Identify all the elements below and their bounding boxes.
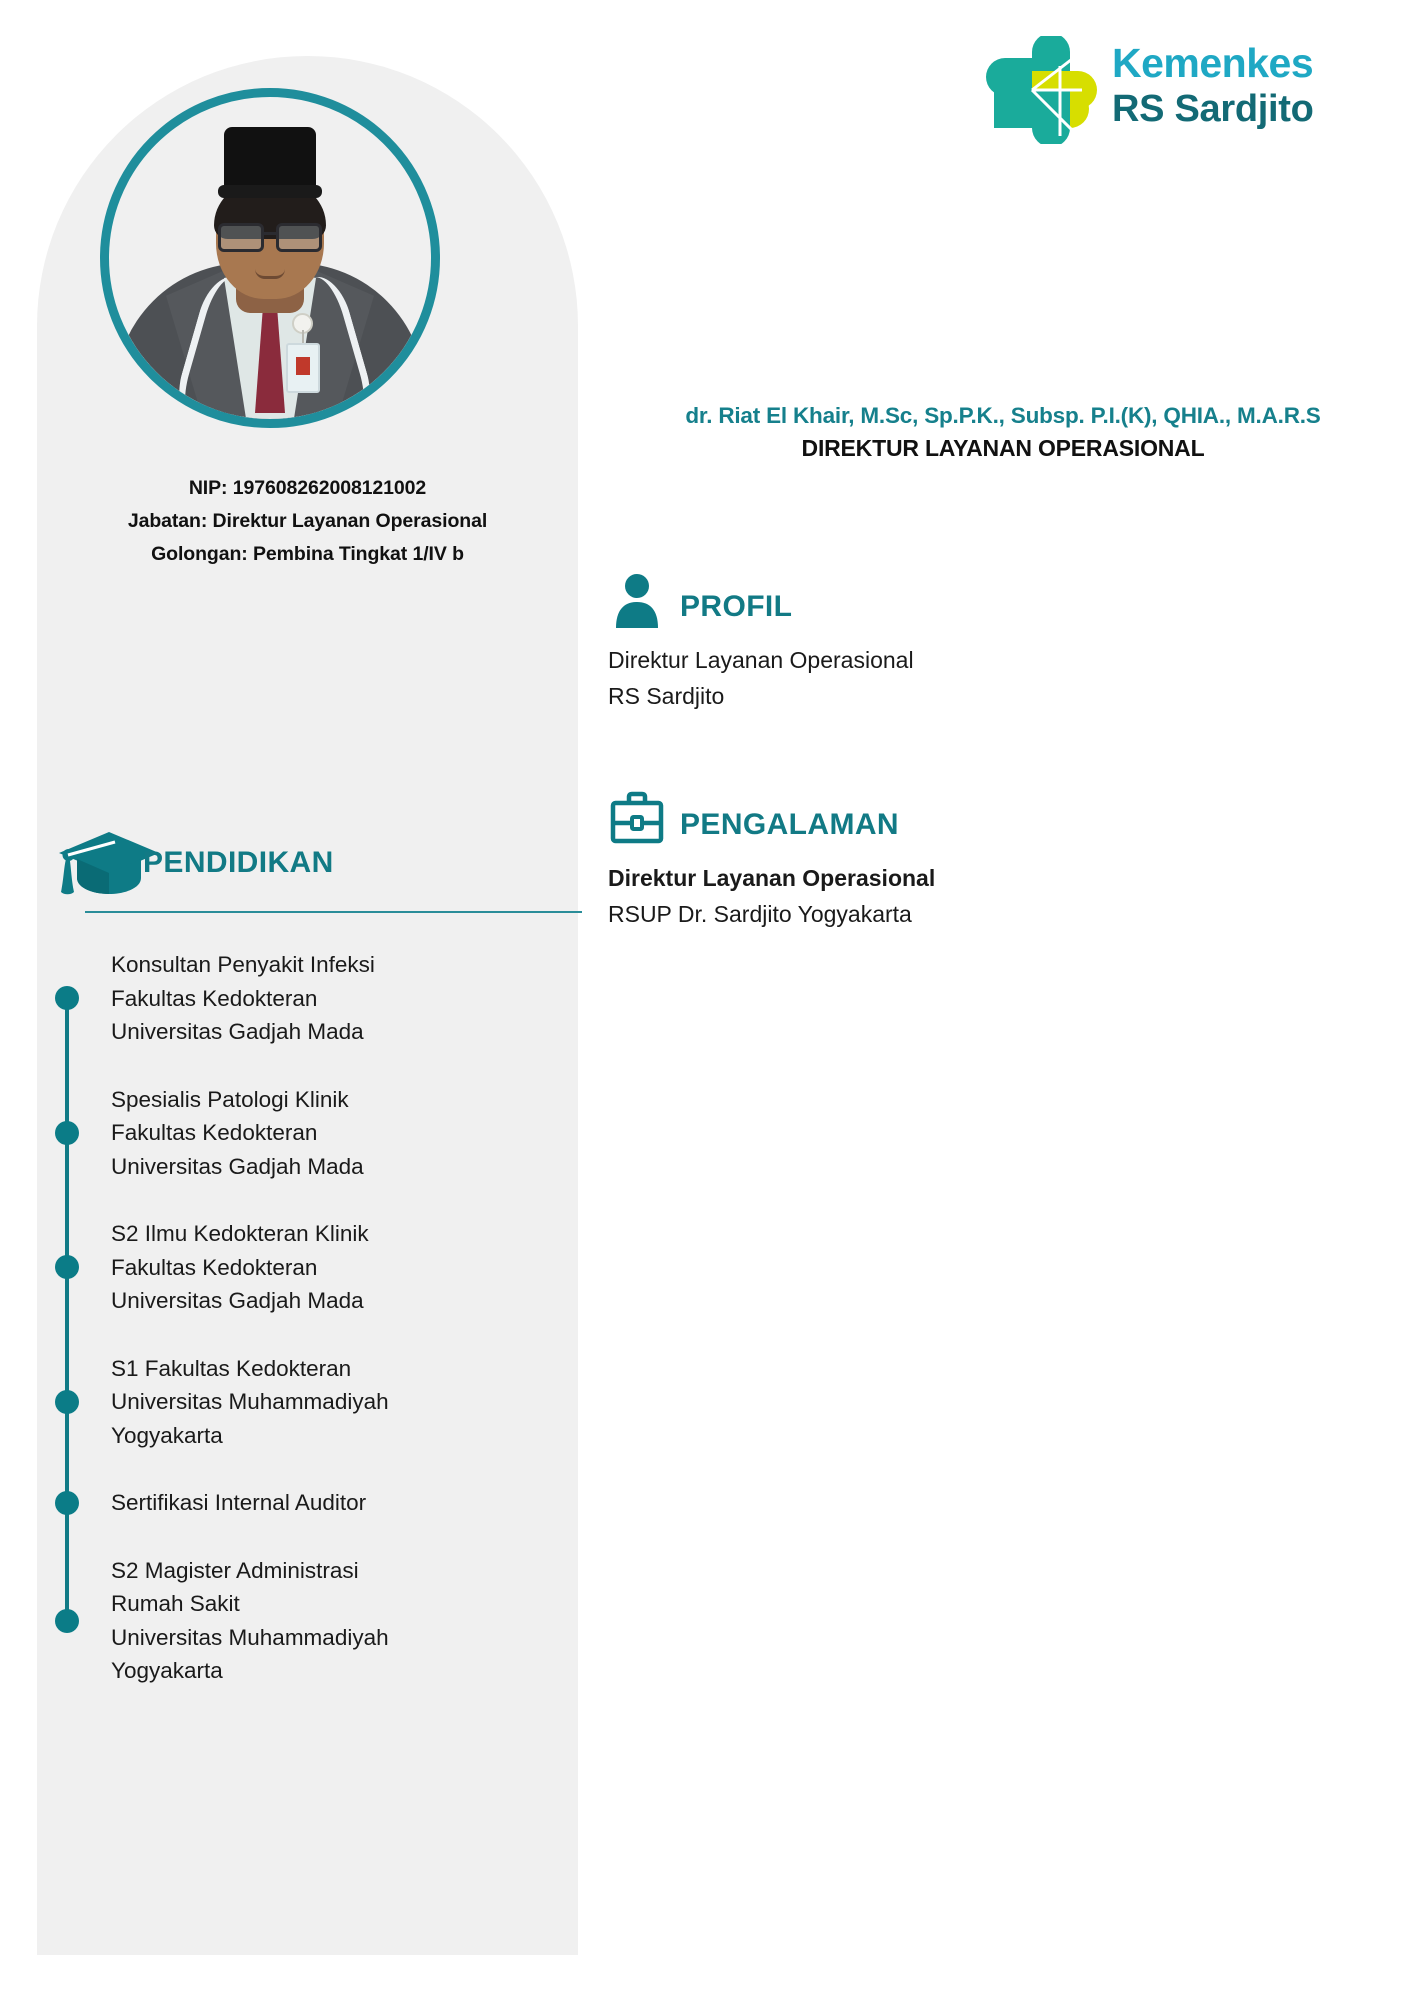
timeline-dot — [55, 1609, 79, 1633]
profil-title: PROFIL — [680, 590, 793, 623]
pengalaman-role: Direktur Layanan Operasional — [608, 865, 936, 891]
timeline-item-text — [111, 1352, 555, 1453]
pendidikan-title: PENDIDIKAN — [143, 846, 334, 879]
timeline-item-line: Sertifikasi Internal Auditor — [111, 1490, 367, 1515]
timeline-item-line: Yogyakarta — [111, 1422, 223, 1448]
timeline-item-line: Fakultas Kedokteran — [111, 985, 318, 1011]
timeline-item-line: Rumah Sakit — [111, 1591, 240, 1616]
timeline-dot — [55, 1121, 79, 1145]
kemenkes-rs-sardjito-logo — [966, 30, 1378, 146]
person-icon — [608, 572, 666, 630]
pengalaman-section-header — [608, 790, 1368, 852]
portrait-photo — [100, 88, 440, 428]
timeline-item-line: Spesialis Patologi Klinik — [111, 1086, 349, 1112]
timeline-item-line: S1 Fakultas Kedokteran — [111, 1355, 352, 1381]
pengalaman-section — [608, 790, 1368, 932]
pendidikan-divider — [85, 911, 582, 913]
glasses-lens-left — [218, 223, 264, 252]
profil-section-header — [608, 572, 1368, 634]
timeline-item — [55, 1083, 555, 1184]
golongan-text: Golongan: Pembina Tingkat 1/IV b — [151, 543, 464, 565]
timeline-item-line: Fakultas Kedokteran — [111, 1120, 318, 1145]
profil-line-1: Direktur Layanan Operasional — [608, 647, 914, 673]
timeline-dot — [55, 1491, 79, 1515]
pengalaman-title: PENGALAMAN — [680, 808, 899, 841]
timeline-item-text — [111, 948, 555, 1049]
timeline-item-line: Universitas Gadjah Mada — [111, 1019, 364, 1044]
profil-body — [608, 642, 1368, 714]
pendidikan-section-header — [55, 824, 575, 916]
kemenkes-logo-mark-icon — [966, 36, 1098, 144]
timeline-item-line: Universitas Muhammadiyah — [111, 1389, 389, 1414]
timeline-item-line: Universitas Gadjah Mada — [111, 1288, 364, 1313]
timeline-item-line: Fakultas Kedokteran — [111, 1254, 318, 1280]
employee-id-block — [37, 472, 578, 571]
pendidikan-timeline — [55, 948, 555, 1722]
timeline-dot — [55, 1390, 79, 1414]
glasses-lens-right — [276, 223, 322, 252]
nip-text: NIP: 197608262008121002 — [188, 477, 427, 499]
portrait-peci-cap — [224, 127, 316, 193]
timeline-dot — [55, 986, 79, 1010]
timeline-item-line: Yogyakarta — [111, 1658, 223, 1683]
jabatan-text: Jabatan: Direktur Layanan Operasional — [127, 510, 488, 532]
portrait-photo-image — [109, 97, 431, 419]
name-title-block — [608, 400, 1398, 464]
timeline-item-line: Konsultan Penyakit Infeksi — [111, 952, 375, 977]
logo-kemenkes-text: Kemenkes — [1112, 40, 1314, 86]
timeline-dot — [55, 1255, 79, 1279]
pengalaman-body — [608, 860, 1368, 932]
timeline-item-line: S2 Magister Administrasi — [111, 1557, 359, 1583]
timeline-item-text — [111, 1217, 555, 1318]
timeline-item-line: S2 Ilmu Kedokteran Klinik — [111, 1221, 369, 1246]
portrait-id-badge — [286, 343, 320, 393]
timeline-item — [55, 1217, 555, 1318]
person-name: dr. Riat El Khair, M.Sc, Sp.P.K., Subsp. P.I.(K), QHIA., M.A.R.S — [685, 403, 1321, 428]
person-position-title: DIREKTUR LAYANAN OPERASIONAL — [801, 435, 1205, 461]
profil-section — [608, 572, 1368, 714]
timeline-item-text — [111, 1554, 555, 1688]
pengalaman-place: RSUP Dr. Sardjito Yogyakarta — [608, 901, 912, 927]
logo-wordmark — [1112, 40, 1314, 131]
timeline-items — [55, 948, 555, 1688]
timeline-item-line: Universitas Muhammadiyah — [111, 1624, 389, 1650]
logo-rs-sardjito-text: RS Sardjito — [1112, 88, 1314, 130]
timeline-item — [55, 1486, 555, 1520]
profil-line-2: RS Sardjito — [608, 683, 725, 709]
timeline-item-text — [111, 1486, 555, 1520]
timeline-item — [55, 948, 555, 1049]
portrait-badge-reel — [292, 313, 313, 334]
portrait-peci-brim — [218, 185, 322, 198]
timeline-item — [55, 1352, 555, 1453]
portrait-glasses — [218, 223, 322, 247]
briefcase-icon — [608, 790, 666, 848]
timeline-item — [55, 1554, 555, 1688]
timeline-item-line: Universitas Gadjah Mada — [111, 1153, 364, 1179]
timeline-item-text — [111, 1083, 555, 1184]
